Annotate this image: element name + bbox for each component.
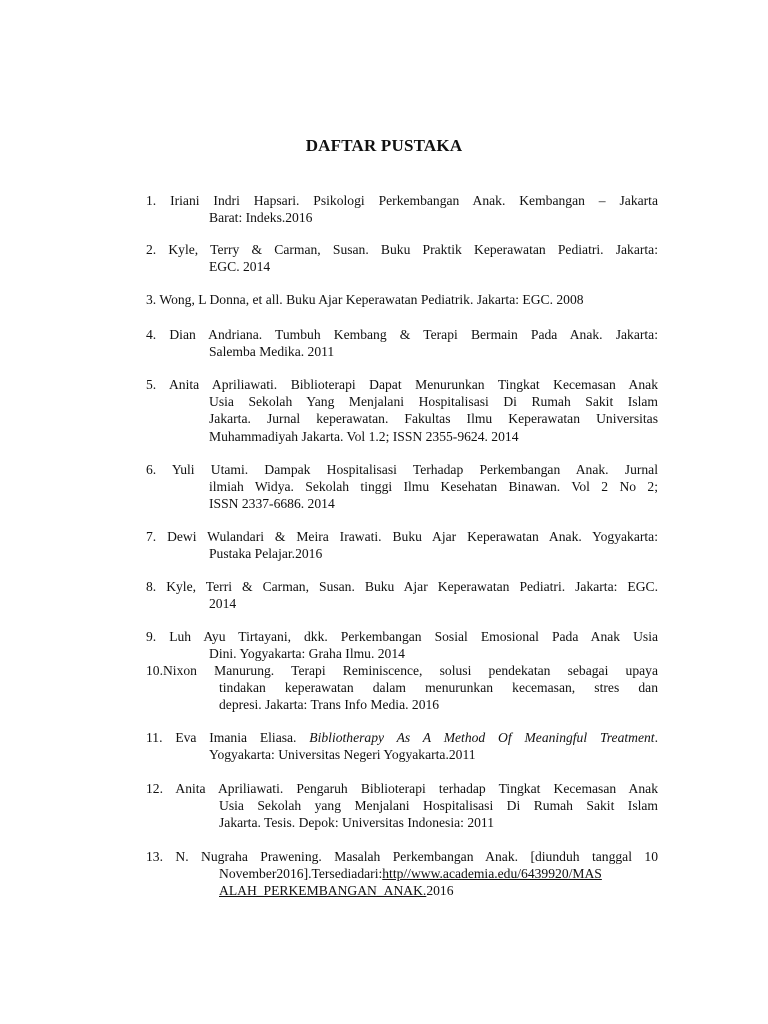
reference-line: Dini. Yogyakarta: Graha Ilmu. 2014 bbox=[209, 646, 405, 662]
reference-text: . bbox=[654, 730, 658, 745]
reference-line: Yogyakarta: Universitas Negeri Yogyakarta.2011 bbox=[209, 747, 476, 763]
reference-line: Muhammadiyah Jakarta. Vol 1.2; ISSN 2355-9624. 2014 bbox=[209, 428, 519, 444]
reference-line: 8. Kyle, Terri & Carman, Susan. Buku Ajar Keperawatan Pediatri. Jakarta: EGC. bbox=[146, 579, 658, 594]
reference-line: Usia Sekolah Yang Menjalani Hospitalisasi Di Rumah Sakit Islam bbox=[209, 394, 658, 410]
reference-line: Salemba Medika. 2011 bbox=[209, 344, 335, 360]
reference-line: 7. Dewi Wulandari & Meira Irawati. Buku Ajar Keperawatan Anak. Yogyakarta: bbox=[146, 529, 658, 544]
reference-5 bbox=[146, 376, 658, 445]
reference-line: Usia Sekolah yang Menjalani Hospitalisasi Di Rumah Sakit Islam bbox=[219, 798, 658, 814]
reference-line: 10.Nixon Manurung. Terapi Reminiscence, solusi pendekatan sebagai upaya bbox=[146, 663, 658, 678]
reference-line: Pustaka Pelajar.2016 bbox=[209, 546, 323, 562]
reference-4 bbox=[146, 326, 658, 360]
reference-line: Jakarta. Jurnal keperawatan. Fakultas Ilmu Keperawatan Universitas bbox=[209, 411, 658, 427]
reference-line: 5. Anita Apriliawati. Biblioterapi Dapat Menurunkan Tingkat Kecemasan Anak bbox=[146, 377, 658, 392]
reference-line: Jakarta. Tesis. Depok: Universitas Indonesia: 2011 bbox=[219, 815, 495, 831]
reference-7 bbox=[146, 528, 658, 562]
reference-11 bbox=[146, 729, 658, 763]
reference-line: 1. Iriani Indri Hapsari. Psikologi Perkembangan Anak. Kembangan – Jakarta bbox=[146, 193, 658, 208]
reference-line: 6. Yuli Utami. Dampak Hospitalisasi Terhadap Perkembangan Anak. Jurnal bbox=[146, 462, 658, 477]
reference-line bbox=[146, 729, 658, 746]
reference-line: 12. Anita Apriliawati. Pengaruh Biblioterapi terhadap Tingkat Kecemasan Anak bbox=[146, 781, 658, 796]
reference-line: 9. Luh Ayu Tirtayani, dkk. Perkembangan Sosial Emosional Pada Anak Usia bbox=[146, 629, 658, 644]
reference-title-italic: Bibliotherapy As A Method Of Meaningful Treatment bbox=[309, 730, 655, 745]
reference-line: 2. Kyle, Terry & Carman, Susan. Buku Praktik Keperawatan Pediatri. Jakarta: bbox=[146, 242, 658, 257]
reference-9 bbox=[146, 628, 658, 662]
reference-line bbox=[146, 865, 658, 882]
reference-line: Barat: Indeks.2016 bbox=[209, 210, 313, 226]
reference-line: tindakan keperawatan dalam menurunkan kecemasan, stres dan bbox=[219, 680, 658, 696]
reference-text: November2016].Tersediadari: bbox=[219, 866, 383, 882]
reference-url-link[interactable]: http//www.academia.edu/6439920/MAS bbox=[382, 866, 602, 882]
reference-text: 11. Eva Imania Eliasa. bbox=[146, 730, 310, 745]
reference-line bbox=[146, 882, 658, 899]
reference-10 bbox=[146, 662, 658, 714]
page-title: DAFTAR PUSTAKA bbox=[305, 136, 463, 155]
reference-line: 4. Dian Andriana. Tumbuh Kembang & Terapi Bermain Pada Anak. Jakarta: bbox=[146, 327, 658, 342]
reference-line: 2014 bbox=[209, 596, 237, 612]
reference-12 bbox=[146, 780, 658, 832]
reference-line: 3. Wong, L Donna, et all. Buku Ajar Keperawatan Pediatrik. Jakarta: EGC. 2008 bbox=[146, 292, 584, 307]
reference-line: ilmiah Widya. Sekolah tinggi Ilmu Kesehatan Binawan. Vol 2 No 2; bbox=[209, 479, 658, 495]
reference-6 bbox=[146, 461, 658, 513]
reference-8 bbox=[146, 578, 658, 612]
reference-line: ISSN 2337-6686. 2014 bbox=[209, 496, 335, 512]
reference-text: 2016 bbox=[426, 883, 454, 899]
reference-2 bbox=[146, 241, 658, 275]
reference-url-link[interactable]: ALAH_PERKEMBANGAN_ANAK. bbox=[219, 883, 427, 899]
reference-3 bbox=[146, 291, 658, 308]
reference-line: EGC. 2014 bbox=[209, 259, 271, 275]
reference-13 bbox=[146, 848, 658, 900]
reference-line: 13. N. Nugraha Prawening. Masalah Perkembangan Anak. [diunduh tanggal 10 bbox=[146, 849, 658, 864]
reference-line: depresi. Jakarta: Trans Info Media. 2016 bbox=[219, 697, 440, 713]
reference-1 bbox=[146, 192, 658, 226]
